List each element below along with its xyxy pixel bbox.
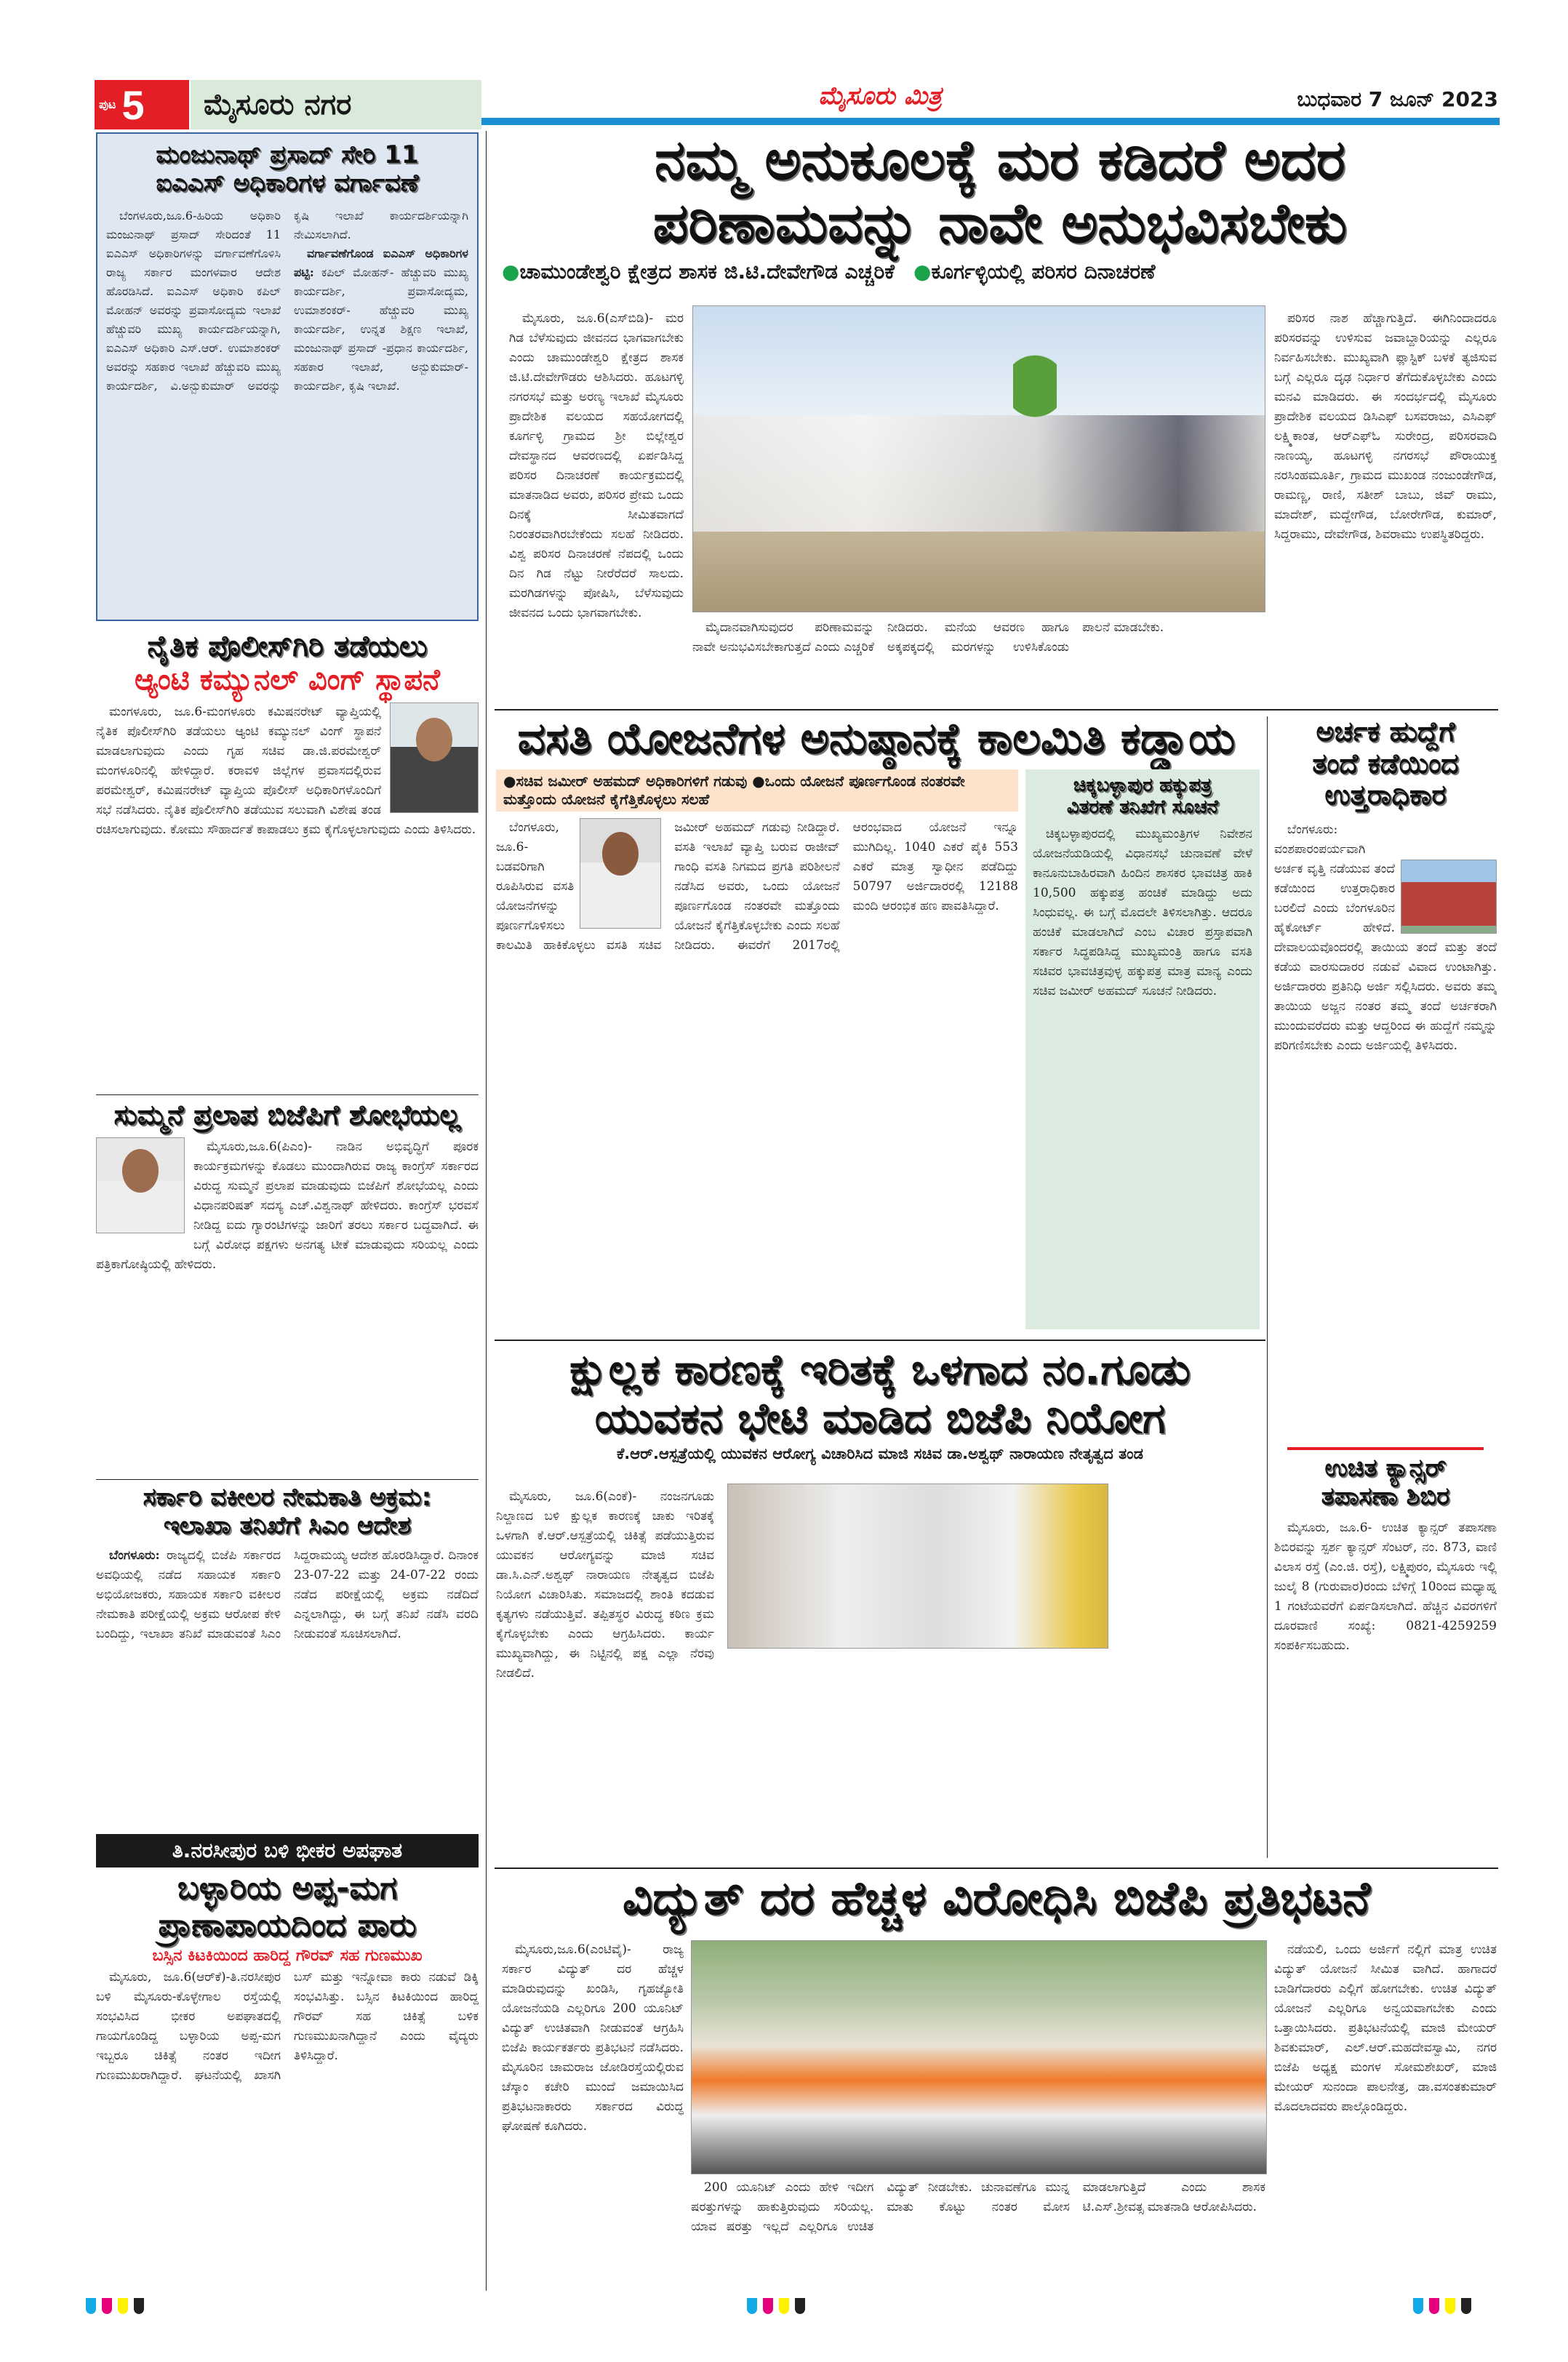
divider [495, 1867, 1498, 1869]
archaka-body-text: ಬೆಂಗಳೂರು: ವಂಶಪಾರಂಪರ್ಯವಾಗಿ ಅರ್ಚಕ ವೃತ್ತಿ ನಡೆಯುವ ತಂದೆ ಕಡೆಯಿಂದ ಉತ್ತರಾಧಿಕಾರ ಬರಲಿದೆ ಎಂದು ಬೆಂಗಳೂರಿನ ಹೈಕೋರ್ಟ್ ಹೇಳಿದೆ. ದೇವಾಲಯವೊಂದರಲ್ಲಿ ತಾಯಿಯ ತಂದೆ ಮತ್ತು ತಂದೆ ಕಡೆಯ ವಾರಸುದಾರರ ನಡುವೆ ವಿವಾದ ಉಂಟಾಗಿತ್ತು. ಅರ್ಜಿದಾರರು ಪ್ರತಿನಿಧಿ ಅರ್ಜಿ ಸಲ್ಲಿಸಿದರು. ಅವರು ತಮ್ಮ ತಾಯಿಯ ಅಜ್ಜನ ನಂತರ ತಮ್ಮ ತಂದೆ ಅರ್ಚಕರಾಗಿ ಮುಂದುವರೆದರು ಮತ್ತು ಆದ್ದರಿಂದ ಈ ಹುದ್ದೆಗೆ ನಮ್ಮನ್ನು ಪರಿಗಣಿಸಬೇಕು ಎಂದು ಅರ್ಜಿಯಲ್ಲಿ ತಿಳಿಸಿದರು. [1274, 822, 1497, 1054]
sumane-body-text: ಮೈಸೂರು,ಜೂ.6(ಪಿಎಂ)- ನಾಡಿನ ಅಭಿವೃದ್ಧಿಗೆ ಪೂರಕ ಕಾರ್ಯಕ್ರಮಗಳನ್ನು ಕೊಡಲು ಮುಂದಾಗಿರುವ ರಾಜ್ಯ ಕಾಂಗ್ರೆಸ್ ಸರ್ಕಾರದ ವಿರುದ್ಧ ಸುಮ್ಮನೆ ಪ್ರಲಾಪ ಮಾಡುವುದು ಬಿಜೆಪಿಗೆ ಶೋಭೆಯಲ್ಲ ಎಂದು ವಿಧಾನಪರಿಷತ್ ಸದಸ್ಯ ಎಚ್.ವಿಶ್ವನಾಥ್ ಹೇಳಿದರು. ಕಾಂಗ್ರೆಸ್ ಭರವಸೆ ನೀಡಿದ್ದ ಐದು ಗ್ಯಾರಂಟಿಗಳನ್ನು ಜಾರಿಗೆ ತರಲು ಸರ್ಕಾರ ಬದ್ಧವಾಗಿದೆ. ಈ ಬಗ್ಗೆ ವಿರೋಧ ಪಕ್ಷಗಳು ಅನಗತ್ಯ ಟೀಕೆ ಮಾಡುವುದು ಸರಿಯಲ್ಲ ಎಂದು ಪತ್ರಿಕಾಗೋಷ್ಠಿಯಲ್ಲಿ ಹೇಳಿದರು. [96, 1139, 479, 1272]
issue-date: ಬುಧವಾರ 7 ಜೂನ್ 2023 [1297, 87, 1498, 111]
accident-headline-2: ಪ್ರಾಣಾಪಾಯದಿಂದ ಪಾರು [158, 1906, 417, 1944]
ias-list-body: ಕಪಿಲ್ ಮೋಹನ್- ಹೆಚ್ಚುವರಿ ಮುಖ್ಯ ಕಾರ್ಯದರ್ಶಿ, ಪ್ರವಾಸೋದ್ಯಮ, ಉಮಾಶಂಕರ್- ಹೆಚ್ಚುವರಿ ಮುಖ್ಯ ಕಾರ್ಯದರ್ಶಿ, ಉನ್ನತ ಶಿಕ್ಷಣ ಇಲಾಖೆ, ಮಂಜುನಾಥ್ ಪ್ರಸಾದ್ -ಪ್ರಧಾನ ಕಾರ್ಯದರ್ಶಿ, ಸಹಕಾರ ಇಲಾಖೆ, ಅನ್ಬುಕುಮಾರ್- ಕಾರ್ಯದರ್ಶಿ, ಕೃಷಿ ಇಲಾಖೆ. [294, 265, 468, 393]
registration-marks [86, 2298, 144, 2314]
bullet-icon: ● [913, 259, 932, 284]
lawyers-headline-1: ಸರ್ಕಾರಿ ವಕೀಲರ ನೇಮಕಾತಿ ಅಕ್ರಮ: [143, 1484, 432, 1512]
lead-subhead [502, 260, 1498, 284]
electricity-body-left-text: ಮೈಸೂರು,ಜೂ.6(ಎಂಟಿವೈ)- ರಾಜ್ಯ ಸರ್ಕಾರ ವಿದ್ಯುತ್ ದರ ಹೆಚ್ಚಳ ಮಾಡಿರುವುದನ್ನು ಖಂಡಿಸಿ, ಗೃಹಜ್ಯೋತಿ ಯೋಜನೆಯಡಿ ಎಲ್ಲರಿಗೂ 200 ಯೂನಿಟ್ ವಿದ್ಯುತ್ ಉಚಿತವಾಗಿ ನೀಡುವಂತೆ ಆಗ್ರಹಿಸಿ ಬಿಜೆಪಿ ಕಾರ್ಯಕರ್ತರು ಪ್ರತಿಭಟನೆ ನಡೆಸಿದರು. ಮೈಸೂರಿನ ಚಾಮರಾಜ ಜೋಡಿರಸ್ತೆಯಲ್ಲಿರುವ ಚೆಸ್ಕಾಂ ಕಚೇರಿ ಮುಂದೆ ಜಮಾಯಿಸಿದ ಪ್ರತಿಭಟನಾಕಾರರು ಸರ್ಕಾರದ ವಿರುದ್ಧ ಘೋಷಣೆ ಕೂಗಿದರು. [502, 1942, 684, 2134]
page-label: ಪುಟ [99, 97, 116, 111]
inset-headline-1: ಚಿಕ್ಕಬಳ್ಳಾಪುರ ಹಕ್ಕುಪತ್ರ [1073, 774, 1212, 796]
page-number: 5 [121, 81, 145, 128]
moral-police-headline-1: ನೈತಿಕ ಪೊಲೀಸ್‌ಗಿರಿ ತಡೆಯಲು [147, 630, 428, 663]
sumane-body [96, 1137, 479, 1457]
moral-police-article [96, 630, 479, 1088]
lead-body-right [1274, 309, 1497, 705]
lawyers-headline-2: ಇಲಾಖಾ ತನಿಖೆಗೆ ಸಿಎಂ ಆದೇಶ [163, 1511, 412, 1541]
ias-body [106, 207, 468, 570]
politician-portrait [96, 1137, 185, 1233]
tree-planting-photo [692, 305, 1265, 612]
lead-body-left [509, 309, 684, 705]
housing-sub1: ಸಚಿವ ಜಮೀರ್ ಅಹಮದ್ ಅಧಿಕಾರಿಗಳಿಗೆ ಗಡುವು [516, 772, 748, 790]
khullaka-subhead: ಕೆ.ಆರ್.ಆಸ್ಪತ್ರೆಯಲ್ಲಿ ಯುವಕನ ಆರೋಗ್ಯ ವಿಚಾರಿಸಿದ ಮಾಜಿ ಸಚಿವ ಡಾ.ಅಶ್ವಥ್ ನಾರಾಯಣ ನೇತೃತ್ವದ ತಂಡ [617, 1445, 1143, 1463]
header-rule [481, 118, 1500, 125]
khullaka-body-text: ಮೈಸೂರು, ಜೂ.6(ಎಂಕೆ)- ನಂಜನಗೂಡು ನಿಲ್ದಾಣದ ಬಳಿ ಕ್ಷುಲ್ಲಕ ಕಾರಣಕ್ಕೆ ಚಾಕು ಇರಿತಕ್ಕೆ ಒಳಗಾಗಿ ಕೆ.ಆರ್.ಆಸ್ಪತ್ರೆಯಲ್ಲಿ ಚಿಕಿತ್ಸೆ ಪಡೆಯುತ್ತಿರುವ ಯುವಕನ ಆರೋಗ್ಯವನ್ನು ಮಾಜಿ ಸಚಿವ ಡಾ.ಸಿ.ಎನ್.ಅಶ್ವಥ್ ನಾರಾಯಣ ನೇತೃತ್ವದ ಬಿಜೆಪಿ ನಿಯೋಗ ವಿಚಾರಿಸಿತು. ಸಮಾಜದಲ್ಲಿ ಶಾಂತಿ ಕದಡುವ ಕೃತ್ಯಗಳು ನಡೆಯುತ್ತಿವೆ. ತಪ್ಪಿತಸ್ಥರ ವಿರುದ್ಧ ಕಠಿಣ ಕ್ರಮ ಕೈಗೊಳ್ಳಬೇಕು ಎಂದು ಆಗ್ರಹಿಸಿದರು. ಕಾರ್ಯ ಮುಖ್ಯವಾಗಿದ್ದು, ಈ ನಿಟ್ಟಿನಲ್ಲಿ ಪಕ್ಷ ಎಲ್ಲಾ ನೆರವು ನೀಡಲಿದೆ. [496, 1489, 714, 1681]
bjp-delegation-hospital-photo [727, 1484, 1108, 1649]
bullet-icon: ● [503, 772, 516, 790]
minister-portrait [390, 702, 479, 813]
divider [96, 1479, 479, 1480]
lead-body-mid [692, 618, 1264, 705]
chikkaballapur-inset [1025, 769, 1260, 1329]
divider [495, 1340, 1265, 1341]
inset-headline-2: ವಿತರಣೆ ತನಿಖೆಗೆ ಸೂಚನೆ [1066, 796, 1219, 818]
housing-subhead-box [496, 769, 1018, 812]
housing-body-text: ಬೆಂಗಳೂರು, ಜೂ.6- ಬಡವರಿಗಾಗಿ ರೂಪಿಸಿರುವ ವಸತಿ ಯೋಜನೆಗಳನ್ನು ಪೂರ್ಣಗೊಳಿಸಲು ಕಾಲಮಿತಿ ಹಾಕಿಕೊಳ್ಳಲು ವಸತಿ ಸಚಿವ ಜಮೀರ್ ಅಹಮದ್ ಗಡುವು ನೀಡಿದ್ದಾರೆ. ವಸತಿ ಇಲಾಖೆ ವ್ಯಾಪ್ತಿ ಬರುವ ರಾಜೀವ್ ಗಾಂಧಿ ವಸತಿ ನಿಗಮದ ಪ್ರಗತಿ ಪರಿಶೀಲನೆ ನಡೆಸಿದ ಅವರು, ಒಂದು ಯೋಜನೆ ಪೂರ್ಣಗೊಂಡ ನಂತರವೇ ಮತ್ತೊಂದು ಯೋಜನೆ ಕೈಗೆತ್ತಿಕೊಳ್ಳಬೇಕು ಎಂದು ಸಲಹೆ ನೀಡಿದರು. ಈವರೆಗೆ 2017ರಲ್ಲಿ ಆರಂಭವಾದ ಯೋಜನೆ ಇನ್ನೂ ಮುಗಿದಿಲ್ಲ. 1040 ಎಕರೆ ಪೈಕಿ 553 ಎಕರೆ ಮಾತ್ರ ಸ್ವಾಧೀನ ಪಡೆದಿದ್ದು 50797 ಅರ್ಜಿದಾರರಲ್ಲಿ 12188 ಮಂದಿ ಆರಂಭಿಕ ಹಣ ಪಾವತಿಸಿದ್ದಾರೆ. [496, 820, 1018, 953]
cancer-headline-2: ತಪಾಸಣಾ ಶಿಬಿರ [1321, 1482, 1450, 1512]
electricity-headline: ವಿದ್ಯುತ್ ದರ ಹೆಚ್ಚಳ ವಿರೋಧಿಸಿ ಬಿಜೆಪಿ ಪ್ರತಿಭಟನೆ [622, 1872, 1371, 1926]
lawyers-article [96, 1484, 479, 1825]
khullaka-headline-block [495, 1345, 1265, 1463]
page-number-badge [95, 80, 189, 129]
housing-sub2: ಒಂದು ಯೋಜನೆ ಪೂರ್ಣಗೊಂಡ ನಂತರವೇ ಮತ್ತೊಂದು ಯೋಜನೆ ಕೈಗೆತ್ತಿಕೊಳ್ಳಲು ಸಲಹೆ [503, 772, 965, 808]
khullaka-body [496, 1487, 714, 1854]
lead-body-right-text: ಪರಿಸರ ನಾಶ ಹೆಚ್ಚಾಗುತ್ತಿದೆ. ಈಗಿನಿಂದಾದರೂ ಪರಿಸರವನ್ನು ಉಳಿಸುವ ಜವಾಬ್ದಾರಿಯನ್ನು ಎಲ್ಲರೂ ನಿರ್ವಹಿಸಬೇಕು. ಮುಖ್ಯವಾಗಿ ಪ್ಲಾಸ್ಟಿಕ್ ಬಳಕೆ ತ್ಯಜಿಸುವ ಬಗ್ಗೆ ಎಲ್ಲರೂ ದೃಢ ನಿರ್ಧಾರ ತೆಗೆದುಕೊಳ್ಳಬೇಕು ಎಂದು ಮನವಿ ಮಾಡಿದರು. ಈ ಸಂದರ್ಭದಲ್ಲಿ ಮೈಸೂರು ಪ್ರಾದೇಶಿಕ ವಲಯದ ಡಿಸಿಎಫ್ ಬಸವರಾಜು, ಎಸಿಎಫ್ ಲಕ್ಷ್ಮಿಕಾಂತ, ಆರ್‌ಎಫ್‌ಓ ಸುರೇಂದ್ರ, ಪರಿಸರವಾದಿ ನಾಣಯ್ಯ, ಹೂಟಗಳ್ಳಿ ನಗರಸಭೆ ಪೌರಾಯುಕ್ತ ನರಸಿಂಹಮೂರ್ತಿ, ಗ್ರಾಮದ ಮುಖಂಡ ನಂಜುಂಡೇಗೌಡ, ರಾಮಣ್ಣ, ರಾಣಿ, ಸತೀಶ್ ಬಾಬು, ಜಿವ್ ರಾಮು, ಮಾದೇಶ್, ಮದ್ದೇಗೌಡ, ಬೋರೇಗೌಡ, ಕುಮಾರ್, ಸಿದ್ದರಾಮು, ದೇವೇಗೌಡ, ಶಿವರಾಮು ಉಪಸ್ಥಿತರಿದ್ದರು. [1274, 311, 1497, 542]
lawyers-body [96, 1546, 479, 1793]
accident-body-text: ಮೈಸೂರು, ಜೂ.6(ಆರ್‌ಕೆ)-ತಿ.ನರಸೀಪುರ ಬಳಿ ಮೈಸೂರು-ಕೊಳ್ಳೇಗಾಲ ರಸ್ತೆಯಲ್ಲಿ ಸಂಭವಿಸಿದ ಭೀಕರ ಅಪಘಾತದಲ್ಲಿ ಗಾಯಗೊಂಡಿದ್ದ ಬಳ್ಳಾರಿಯ ಅಪ್ಪ-ಮಗ ಇಬ್ಬರೂ ಚಿಕಿತ್ಸೆ ನಂತರ ಇದೀಗ ಗುಣಮುಖರಾಗಿದ್ದಾರೆ. ಘಟನೆಯಲ್ಲಿ ಖಾಸಗಿ ಬಸ್ ಮತ್ತು ಇನ್ನೋವಾ ಕಾರು ನಡುವೆ ಡಿಕ್ಕಿ ಸಂಭವಿಸಿತ್ತು. ಬಸ್ಸಿನ ಕಿಟಕಿಯಿಂದ ಹಾರಿದ್ದ ಗೌರವ್ ಸಹ ಚಿಕಿತ್ಸೆ ಬಳಿಕ ಗುಣಮುಖನಾಗಿದ್ದಾನೆ ಎಂದು ವೈದ್ಯರು ತಿಳಿಸಿದ್ದಾರೆ. [96, 1970, 479, 2083]
cancer-headline-1: ಉಚಿತ ಕ್ಯಾನ್ಸರ್ [1324, 1454, 1447, 1483]
accident-article [96, 1834, 479, 2292]
cancer-camp-article [1274, 1454, 1497, 1862]
lead-sub1: ಚಾಮುಂಡೇಶ್ವರಿ ಕ್ಷೇತ್ರದ ಶಾಸಕ ಜಿ.ಟಿ.ದೇವೇಗೌಡ ಎಚ್ಚರಿಕೆ [519, 259, 895, 284]
section-title [191, 80, 481, 129]
bullet-icon: ● [752, 772, 765, 790]
archaka-article [1274, 716, 1497, 1444]
high-court-photo [1401, 860, 1497, 934]
electricity-body-mid [691, 2178, 1265, 2287]
lead-body-mid-text: ಮೈದಾನವಾಗಿಸುವುದರ ಪರಿಣಾಮವನ್ನು ನಾವೇ ಅನುಭವಿಸಬೇಕಾಗುತ್ತದೆ ಎಂದು ಎಚ್ಚರಿಕೆ ನೀಡಿದರು. ಮನೆಯ ಆವರಣ ಹಾಗೂ ಅಕ್ಕಪಕ್ಕದಲ್ಲಿ ಮರಗಳನ್ನು ಉಳಿಸಿಕೊಂಡು ಪಾಲನೆ ಮಾಡಬೇಕು. [692, 620, 1164, 654]
electricity-body-right [1274, 1940, 1497, 2289]
masthead-logo: ಮೈಸೂರು ಮಿತ್ರ [818, 81, 942, 111]
sumane-article [96, 1100, 479, 1478]
column-divider [1267, 716, 1268, 1858]
archaka-headline-3: ಉತ್ತರಾಧಿಕಾರ [1324, 779, 1447, 812]
housing-headline: ವಸತಿ ಯೋಜನೆಗಳ ಅನುಷ್ಠಾನಕ್ಕೆ ಕಾಲಮಿತಿ ಕಡ್ಡಾಯ [517, 713, 1236, 764]
housing-body [496, 818, 1018, 1327]
registration-marks [747, 2298, 805, 2314]
column-divider [486, 131, 487, 2291]
electricity-body-mid-text: 200 ಯೂನಿಟ್ ಎಂದು ಹೇಳಿ ಇದೀಗ ಷರತ್ತುಗಳನ್ನು ಹಾಕುತ್ತಿರುವುದು ಸರಿಯಲ್ಲ. ಯಾವ ಷರತ್ತು ಇಲ್ಲದೆ ಎಲ್ಲರಿಗೂ ಉಚಿತ ವಿದ್ಯುತ್ ನೀಡಬೇಕು. ಚುನಾವಣೆಗೂ ಮುನ್ನ ಮಾತು ಕೊಟ್ಟು ನಂತರ ಮೋಸ ಮಾಡಲಾಗುತ್ತಿದೆ ಎಂದು ಶಾಸಕ ಟಿ.ಎಸ್.ಶ್ರೀವತ್ಸ ಮಾತನಾಡಿ ಆರೋಪಿಸಿದರು. [691, 2180, 1265, 2234]
lawyers-body-text: ರಾಜ್ಯದಲ್ಲಿ ಬಿಜೆಪಿ ಸರ್ಕಾರದ ಅವಧಿಯಲ್ಲಿ ನಡೆದ ಸಹಾಯಕ ಸರ್ಕಾರಿ ಅಭಿಯೋಜಕರು, ಸಹಾಯಕ ಸರ್ಕಾರಿ ವಕೀಲರ ನೇಮಕಾತಿ ಪರೀಕ್ಷೆಯಲ್ಲಿ ಅಕ್ರಮ ಆರೋಪ ಕೇಳಿ ಬಂದಿದ್ದು, ಇಲಾಖಾ ತನಿಖೆ ಮಾಡುವಂತೆ ಸಿಎಂ ಸಿದ್ದರಾಮಯ್ಯ ಆದೇಶ ಹೊರಡಿಸಿದ್ದಾರೆ. ದಿನಾಂಕ 23-07-22 ಮತ್ತು 24-07-22 ರಂದು ನಡೆದ ಪರೀಕ್ಷೆಯಲ್ಲಿ ಅಕ್ರಮ ನಡೆದಿದೆ ಎನ್ನಲಾಗಿದ್ದು, ಈ ಬಗ್ಗೆ ತನಿಖೆ ನಡೆಸಿ ವರದಿ ನೀಡುವಂತೆ ಸೂಚಿಸಲಾಗಿದೆ. [96, 1548, 479, 1642]
ias-headline-2: ಐಎಎಸ್ ಅಧಿಕಾರಿಗಳ ವರ್ಗಾವಣೆ [156, 169, 419, 199]
accident-body [96, 1968, 479, 2230]
divider [96, 1094, 479, 1095]
moral-police-body [96, 702, 479, 1066]
ias-body-text: ಬೆಂಗಳೂರು,ಜೂ.6-ಹಿರಿಯ ಅಧಿಕಾರಿ ಮಂಜುನಾಥ್ ಪ್ರಸಾದ್ ಸೇರಿದಂತೆ 11 ಐಎಎಸ್ ಅಧಿಕಾರಿಗಳನ್ನು ವರ್ಗಾವಣೆಗೊಳಿಸಿ ರಾಜ್ಯ ಸರ್ಕಾರ ಮಂಗಳವಾರ ಆದೇಶ ಹೊರಡಿಸಿದೆ. ಐಎಎಸ್ ಅಧಿಕಾರಿ ಕಪಿಲ್ ಮೋಹನ್ ಅವರನ್ನು ಪ್ರವಾಸೋದ್ಯಮ ಇಲಾಖೆ ಹೆಚ್ಚುವರಿ ಮುಖ್ಯ ಕಾರ್ಯದರ್ಶಿಯನ್ನಾಗಿ, ಐಎಎಸ್ ಅಧಿಕಾರಿ ಎಸ್.ಆರ್. ಉಮಾಶಂಕರ್ ಅವರನ್ನು ಸಹಕಾರ ಇಲಾಖೆ ಹೆಚ್ಚುವರಿ ಮುಖ್ಯ ಕಾರ್ಯದರ್ಶಿ, ವಿ.ಅನ್ಬುಕುಮಾರ್ ಅವರನ್ನು ಕೃಷಿ ಇಲಾಖೆ ಕಾರ್ಯದರ್ಶಿಯನ್ನಾಗಿ ನೇಮಿಸಲಾಗಿದೆ. [106, 209, 468, 393]
accident-kicker: ತಿ.ನರಸೀಪುರ ಬಳಿ ಭೀಕರ ಅಪಘಾತ [96, 1834, 479, 1867]
minister-zameer-portrait [580, 818, 661, 929]
electricity-body-left [502, 1940, 684, 2289]
moral-police-headline-2: ಆ್ಯಂಟಿ ಕಮ್ಯುನಲ್ ವಿಂಗ್ ಸ್ಥಾಪನೆ [135, 663, 440, 697]
section-title-text: ಮೈಸೂರು ನಗರ [204, 88, 352, 121]
ias-transfer-article [96, 132, 479, 621]
cancer-body-text: ಮೈಸೂರು, ಜೂ.6- ಉಚಿತ ಕ್ಯಾನ್ಸರ್ ತಪಾಸಣಾ ಶಿಬಿರವನ್ನು ಸ್ಪರ್ಶ ಕ್ಯಾನ್ಸರ್ ಸೆಂಟರ್, ನಂ. 873, ವಾಣಿ ವಿಲಾಸ ರಸ್ತೆ (ಎಂ.ಜಿ. ರಸ್ತೆ), ಲಕ್ಷ್ಮಿಪುರಂ, ಮೈಸೂರು ಇಲ್ಲಿ ಜುಲೈ 8 (ಗುರುವಾರ)ರಂದು ಬೆಳಿಗ್ಗೆ 10ರಿಂದ ಮಧ್ಯಾಹ್ನ 1 ಗಂಟೆಯವರೆಗೆ ಏರ್ಪಡಿಸಲಾಗಿದೆ. ಹೆಚ್ಚಿನ ವಿವರಗಳಿಗೆ ದೂರವಾಣಿ ಸಂಖ್ಯೆ: 0821-4259259 ಸಂಪರ್ಕಿಸಬಹುದು. [1274, 1521, 1497, 1654]
red-divider [1287, 1447, 1484, 1450]
bullet-icon: ● [502, 259, 520, 284]
lead-body-left-text: ಮೈಸೂರು, ಜೂ.6(ಎಸ್‌ಬಿಡಿ)- ಮರ ಗಿಡ ಬೆಳೆಸುವುದು ಜೀವನದ ಭಾಗವಾಗಬೇಕು ಎಂದು ಚಾಮುಂಡೇಶ್ವರಿ ಕ್ಷೇತ್ರದ ಶಾಸಕ ಜಿ.ಟಿ.ದೇವೇಗೌಡರು ಆಶಿಸಿದರು. ಹೂಟಗಳ್ಳಿ ನಗರಸಭೆ ಮತ್ತು ಅರಣ್ಯ ಇಲಾಖೆ ಮೈಸೂರು ಪ್ರಾದೇಶಿಕ ವಲಯದ ಸಹಯೋಗದಲ್ಲಿ ಕೂರ್ಗಳ್ಳಿ ಗ್ರಾಮದ ಶ್ರೀ ಬಿಲ್ಲೇಶ್ವರ ದೇವಸ್ಥಾನದ ಆವರಣದಲ್ಲಿ ಏರ್ಪಡಿಸಿದ್ದ ಪರಿಸರ ದಿನಾಚರಣೆ ಕಾರ್ಯಕ್ರಮದಲ್ಲಿ ಮಾತನಾಡಿದ ಅವರು, ಪರಿಸರ ಪ್ರೇಮ ಒಂದು ದಿನಕ್ಕೆ ಸೀಮಿತವಾಗದೆ ನಿರಂತರವಾಗಿರಬೇಕೆಂದು ಸಲಹೆ ನೀಡಿದರು. ವಿಶ್ವ ಪರಿಸರ ದಿನಾಚರಣೆ ನೆಪದಲ್ಲಿ ಒಂದು ದಿನ ಗಿಡ ನೆಟ್ಟು ನೀರೆರೆದರೆ ಸಾಲದು. ಮರಗಿಡಗಳನ್ನು ಪೋಷಿಸಿ, ಬೆಳೆಸುವುದು ಜೀವನದ ಒಂದು ಭಾಗವಾಗಬೇಕು. [509, 311, 684, 620]
moral-police-body-text: ಮಂಗಳೂರು, ಜೂ.6-ಮಂಗಳೂರು ಕಮಿಷನರೇಟ್ ವ್ಯಾಪ್ತಿಯಲ್ಲಿ ನೈತಿಕ ಪೊಲೀಸ್‌ಗಿರಿ ತಡೆಯಲು ಆ್ಯಂಟಿ ಕಮ್ಯುನಲ್ ವಿಂಗ್ ಸ್ಥಾಪನೆ ಮಾಡಲಾಗುವುದು ಎಂದು ಗೃಹ ಸಚಿವ ಡಾ.ಜಿ.ಪರಮೇಶ್ವರ್ ಮಂಗಳೂರಿನಲ್ಲಿ ಹೇಳಿದ್ದಾರೆ. ಕರಾವಳಿ ಜಿಲ್ಲೆಗಳ ಪ್ರವಾಸದಲ್ಲಿರುವ ಪರಮೇಶ್ವರ್, ಕಮಿಷನರೇಟ್ ವ್ಯಾಪ್ತಿಯ ಪೊಲೀಸ್ ಅಧಿಕಾರಿಗಳೊಂದಿಗೆ ಸಭೆ ನಡೆಸಿದರು. ನೈತಿಕ ಪೊಲೀಸ್‌ಗಿರಿ ತಡೆಯುವ ಸಲುವಾಗಿ ವಿಶೇಷ ತಂಡ ರಚಿಸಲಾಗುವುದು. ಕೋಮು ಸೌಹಾರ್ದತೆ ಕಾಪಾಡಲು ಕ್ರಮ ಕೈಗೊಳ್ಳಲಾಗುವುದು ಎಂದು ತಿಳಿಸಿದರು. [96, 705, 476, 837]
ias-headline-1: ಮಂಜುನಾಥ್ ಪ್ರಸಾದ್ ಸೇರಿ 11 [156, 140, 419, 169]
archaka-headline-1: ಅರ್ಚಕ ಹುದ್ದೆಗೆ [1316, 716, 1455, 748]
ias-list-lead: ವರ್ಗಾವಣೆಗೊಂಡ ಐಎಎಸ್ ಅಧಿಕಾರಿಗಳ ಪಟ್ಟಿ: [294, 247, 468, 280]
khullaka-headline-2: ಯುವಕನ ಭೇಟಿ ಮಾಡಿದ ಬಿಜೆಪಿ ನಿಯೋಗ [594, 1393, 1166, 1443]
lead-headline-1: ನಮ್ಮ ಅನುಕೂಲಕ್ಕೆ ಮರ ಕಡಿದರೆ ಅದರ [655, 127, 1345, 192]
divider [495, 709, 1498, 710]
archaka-headline-2: ತಂದೆ ಕಡೆಯಿಂದ [1312, 747, 1459, 780]
registration-marks [1413, 2298, 1471, 2314]
khullaka-headline-1: ಕ್ಷುಲ್ಲಕ ಕಾರಣಕ್ಕೆ ಇರಿತಕ್ಕೆ ಒಳಗಾದ ನಂ.ಗೂಡು [569, 1345, 1191, 1394]
bjp-protest-photo [691, 1940, 1267, 2174]
sumane-headline: ಸುಮ್ಮನೆ ಪ್ರಲಾಪ ಬಿಜೆಪಿಗೆ ಶೋಭೆಯಲ್ಲ [113, 1100, 461, 1131]
archaka-body [1274, 820, 1497, 1402]
accident-subhead: ಬಸ್ಸಿನ ಕಿಟಕಿಯಿಂದ ಹಾರಿದ್ದ ಗೌರವ್ ಸಹ ಗುಣಮುಖ [152, 1947, 423, 1966]
lawyers-dateline: ಬೆಂಗಳೂರು: [109, 1548, 160, 1564]
electricity-body-right-text: ನಡೆಯಲಿ, ಒಂದು ಅರ್ಜಿಗೆ ನಲ್ಲಿಗೆ ಮಾತ್ರ ಉಚಿತ ವಿದ್ಯುತ್ ಯೋಜನೆ ಸೀಮಿತ ವಾಗಿದೆ. ಹಾಗಾದರೆ ಬಾಡಿಗೆದಾರರು ಎಲ್ಲಿಗೆ ಹೋಗಬೇಕು. ಉಚಿತ ವಿದ್ಯುತ್ ಯೋಜನೆ ಎಲ್ಲರಿಗೂ ಅನ್ವಯವಾಗಬೇಕು ಎಂದು ಒತ್ತಾಯಿಸಿದರು. ಪ್ರತಿಭಟನೆಯಲ್ಲಿ ಮಾಜಿ ಮೇಯರ್ ಶಿವಕುಮಾರ್, ಎಲ್.ಆರ್.ಮಹದೇವಸ್ವಾಮಿ, ನಗರ ಬಿಜೆಪಿ ಅಧ್ಯಕ್ಷ ಮಂಗಳ ಸೋಮಶೇಖರ್, ಮಾಜಿ ಮೇಯರ್ ಸುನಂದಾ ಪಾಲನೇತ್ರ, ಡಾ.ವಸಂತಕುಮಾರ್ ಮೊದಲಾದವರು ಪಾಲ್ಗೊಂಡಿದ್ದರು. [1274, 1942, 1497, 2114]
accident-headline-1: ಬಳ್ಳಾರಿಯ ಅಪ್ಪ-ಮಗ [177, 1870, 398, 1907]
lead-sub2: ಕೂರ್ಗಳ್ಳಿಯಲ್ಲಿ ಪರಿಸರ ದಿನಾಚರಣೆ [931, 259, 1156, 284]
lead-headline-2: ಪರಿಣಾಮವನ್ನು ನಾವೇ ಅನುಭವಿಸಬೇಕು [652, 191, 1348, 256]
inset-body-text: ಚಿಕ್ಕಬಳ್ಳಾಪುರದಲ್ಲಿ ಮುಖ್ಯಮಂತ್ರಿಗಳ ನಿವೇಶನ ಯೋಜನೆಯಡಿಯಲ್ಲಿ ವಿಧಾನಸಭೆ ಚುನಾವಣೆ ವೇಳೆ ಕಾನೂನುಬಾಹಿರವಾಗಿ ಹಿಂದಿನ ಶಾಸಕರ ಭಾವಚಿತ್ರ ಹಾಕಿ 10,500 ಹಕ್ಕುಪತ್ರ ಹಂಚಿಕೆ ಮಾಡಿದ್ದು ಅದು ಸಿಂಧುವಲ್ಲ. ಈ ಬಗ್ಗೆ ಮೊದಲೇ ತಿಳಿಸಲಾಗಿತ್ತು. ಆದರೂ ಹಂಚಿಕೆ ಮಾಡಲಾಗಿದೆ ಎಂಬ ವಿಚಾರ ಪ್ರಸ್ತಾಪವಾಗಿ ಸರ್ಕಾರ ಸಿದ್ಧಪಡಿಸಿದ್ದ ಮುಖ್ಯಮಂತ್ರಿ ಹಾಗೂ ವಸತಿ ಸಚಿವರ ಭಾವಚಿತ್ರವುಳ್ಳ ಹಕ್ಕುಪತ್ರ ಮಾತ್ರ ಮಾನ್ಯ ಎಂದು ಸಚಿವ ಜಮೀರ್ ಅಹಮದ್ ಸೂಚನೆ ನೀಡಿದರು. [1033, 826, 1252, 998]
lead-headline-block [502, 128, 1498, 284]
